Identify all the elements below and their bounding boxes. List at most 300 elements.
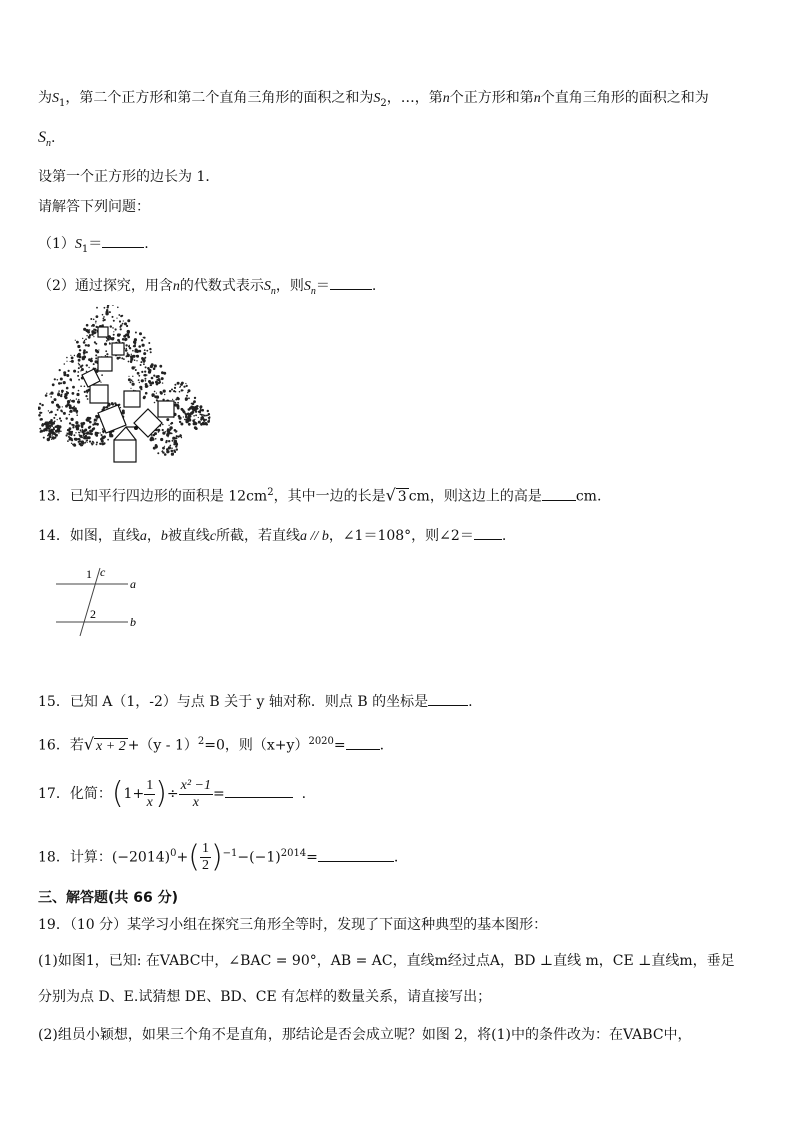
- foliage-dot: [157, 429, 160, 432]
- foliage-dot: [98, 349, 99, 350]
- foliage-dot: [104, 307, 106, 309]
- foliage-dot: [51, 435, 52, 436]
- foliage-dot: [80, 429, 82, 431]
- foliage-dot: [40, 418, 42, 420]
- foliage-dot: [138, 345, 141, 348]
- foliage-dot: [75, 432, 76, 433]
- foliage-dot: [86, 433, 88, 435]
- foliage-dot: [43, 437, 45, 439]
- foliage-dot: [188, 397, 190, 399]
- foliage-dot: [84, 340, 85, 341]
- foliage-dot: [85, 395, 87, 397]
- foliage-dot: [38, 414, 41, 417]
- foliage-dot: [71, 443, 72, 444]
- foliage-dot: [49, 424, 52, 427]
- foliage-dot: [126, 325, 128, 327]
- foliage-dot: [103, 316, 105, 318]
- foliage-dot: [87, 442, 88, 443]
- foliage-dot: [166, 440, 168, 442]
- foliage-dot: [101, 443, 104, 446]
- foliage-dot: [39, 428, 41, 430]
- foliage-dot: [79, 356, 82, 359]
- foliage-dot: [135, 332, 137, 334]
- foliage-dot: [162, 447, 165, 450]
- foliage-dot: [52, 383, 55, 386]
- foliage-dot: [95, 357, 97, 359]
- foliage-dot: [138, 375, 140, 377]
- foliage-dot: [57, 379, 59, 381]
- foliage-dot: [81, 442, 84, 445]
- answer-blank[interactable]: [428, 691, 468, 706]
- foliage-dot: [86, 439, 88, 441]
- foliage-dot: [192, 408, 195, 411]
- foliage-dot: [158, 382, 160, 384]
- foliage-dot: [76, 427, 79, 430]
- foliage-dot: [71, 434, 73, 436]
- foliage-dot: [92, 424, 94, 426]
- foliage-dot: [45, 394, 48, 397]
- foliage-dot: [175, 445, 177, 447]
- foliage-dot: [127, 336, 130, 339]
- foliage-dot: [61, 411, 63, 413]
- foliage-dot: [126, 348, 128, 350]
- foliage-dot: [166, 418, 169, 421]
- foliage-dot: [50, 421, 51, 422]
- foliage-dot: [180, 386, 181, 387]
- foliage-dot: [78, 438, 81, 441]
- foliage-dot: [82, 424, 84, 426]
- foliage-dot: [86, 324, 89, 327]
- foliage-dot: [171, 433, 172, 434]
- foliage-dot: [207, 410, 209, 412]
- foliage-dot: [73, 370, 76, 373]
- foliage-dot: [79, 349, 81, 351]
- foliage-dot: [140, 361, 142, 363]
- foliage-dot: [208, 420, 210, 422]
- foliage-dot: [144, 357, 146, 359]
- problem-15: 15．已知 A（1，-2）与点 B 关于 y 轴对称．则点 B 的坐标是 .: [38, 691, 473, 712]
- answer-blank[interactable]: [346, 735, 380, 750]
- foliage-dot: [75, 340, 76, 341]
- foliage-dot: [158, 378, 160, 380]
- foliage-dot: [131, 354, 132, 355]
- foliage-dot: [162, 424, 164, 426]
- foliage-dot: [105, 350, 107, 352]
- foliage-dot: [179, 421, 181, 423]
- foliage-dot: [132, 350, 134, 352]
- foliage-dot: [186, 385, 188, 387]
- foliage-dot: [77, 371, 79, 373]
- foliage-dot: [68, 370, 70, 372]
- foliage-dot: [141, 371, 143, 373]
- foliage-dot: [89, 329, 90, 330]
- foliage-dot: [171, 389, 173, 391]
- foliage-dot: [67, 403, 70, 406]
- foliage-dot: [95, 343, 97, 345]
- foliage-dot: [175, 402, 177, 404]
- foliage-dot: [64, 393, 67, 396]
- question-1: $(1)S_1=$ .: [38, 233, 149, 260]
- foliage-dot: [183, 416, 184, 417]
- foliage-dot: [139, 382, 140, 383]
- foliage-dot: [94, 329, 96, 331]
- foliage-dot: [114, 402, 116, 404]
- foliage-dot: [107, 439, 109, 441]
- foliage-dot: [196, 406, 198, 408]
- foliage-dot: [47, 438, 50, 441]
- foliage-dot: [144, 378, 146, 380]
- foliage-dot: [87, 344, 90, 347]
- foliage-dot: [176, 448, 178, 450]
- foliage-dot: [177, 407, 180, 410]
- foliage-dot: [50, 396, 52, 398]
- foliage-dot: [153, 375, 155, 377]
- foliage-dot: [53, 417, 55, 419]
- foliage-dot: [66, 417, 68, 419]
- foliage-dot: [78, 364, 80, 366]
- foliage-dot: [206, 415, 208, 417]
- foliage-dot: [113, 334, 115, 336]
- foliage-dot: [85, 344, 87, 346]
- foliage-dot: [77, 345, 80, 348]
- foliage-dot: [71, 380, 72, 381]
- foliage-dot: [110, 325, 112, 327]
- foliage-dot: [136, 350, 139, 353]
- foliage-dot: [40, 430, 43, 433]
- foliage-dot: [170, 427, 172, 429]
- foliage-dot: [187, 392, 189, 394]
- foliage-dot: [171, 422, 173, 424]
- foliage-dot: [126, 355, 128, 357]
- foliage-dot: [69, 422, 71, 424]
- foliage-dot: [203, 414, 205, 416]
- foliage-dot: [112, 316, 114, 318]
- foliage-dot: [110, 434, 113, 437]
- foliage-dot: [88, 436, 91, 439]
- intro-line-1: 为$S_1$，第二个正方形和第二个直角三角形的面积之和为$S_2$，…，第n个正方形和第n个直角三角形的面积之和为: [38, 90, 709, 109]
- foliage-dot: [172, 452, 174, 454]
- foliage-dot: [143, 361, 145, 363]
- angle-2-label: 2: [90, 607, 96, 621]
- foliage-dot: [174, 451, 176, 453]
- foliage-dot: [141, 379, 144, 382]
- foliage-dot: [128, 361, 130, 363]
- foliage-dot: [176, 404, 179, 407]
- foliage-dot: [145, 392, 148, 395]
- foliage-dot: [120, 328, 122, 330]
- foliage-dot: [198, 421, 201, 424]
- foliage-dot: [184, 419, 185, 420]
- foliage-dot: [115, 328, 117, 330]
- foliage-dot: [171, 447, 173, 449]
- foliage-dot: [86, 364, 88, 366]
- foliage-dot: [54, 434, 55, 435]
- foliage-dot: [190, 412, 193, 415]
- foliage-dot: [143, 363, 145, 365]
- foliage-dot: [78, 379, 80, 381]
- foliage-dot: [70, 355, 71, 356]
- foliage-dot: [72, 424, 74, 426]
- foliage-dot: [195, 422, 197, 424]
- foliage-dot: [109, 335, 110, 336]
- foliage-dot: [51, 401, 54, 404]
- foliage-dot: [106, 353, 108, 355]
- foliage-dot: [68, 438, 70, 440]
- foliage-dot: [162, 382, 163, 383]
- foliage-dot: [201, 409, 204, 412]
- foliage-dot: [140, 388, 142, 390]
- foliage-dot: [57, 419, 58, 420]
- foliage-dot: [153, 367, 156, 370]
- foliage-dot: [112, 403, 114, 405]
- foliage-dot: [132, 376, 133, 377]
- foliage-dot: [130, 388, 131, 389]
- square-left-3: [90, 385, 108, 403]
- foliage-dot: [72, 392, 75, 395]
- foliage-dot: [149, 382, 151, 384]
- foliage-dot: [176, 435, 178, 437]
- label-c: c: [100, 565, 106, 579]
- foliage-dot: [183, 386, 185, 388]
- foliage-dot: [122, 338, 125, 341]
- fractal-foliage: [38, 305, 211, 456]
- problem-19-part1-line1: (1)如图1，已知: 在VABC中，∠BAC = 90°，AB = AC，直线m经过点A，BD ⊥直线 m，CE ⊥直线m，垂足: [38, 953, 735, 969]
- answer-blank[interactable]: [474, 525, 502, 540]
- foliage-dot: [60, 420, 62, 422]
- foliage-dot: [145, 383, 148, 386]
- foliage-dot: [78, 359, 81, 362]
- foliage-dot: [83, 341, 86, 344]
- foliage-dot: [174, 384, 176, 386]
- foliage-dot: [82, 357, 85, 360]
- foliage-dot: [59, 417, 61, 419]
- question-2: （2）通过探究，用含n的代数式表示$S_n$，则$S_n=$ .: [38, 275, 376, 302]
- foliage-dot: [154, 391, 156, 393]
- foliage-dot: [83, 328, 86, 331]
- foliage-dot: [155, 381, 158, 384]
- foliage-dot: [143, 352, 146, 355]
- foliage-dot: [174, 387, 176, 389]
- foliage-dot: [50, 411, 53, 414]
- prompt-text: 请解答下列问题：: [38, 199, 150, 215]
- foliage-dot: [67, 440, 69, 442]
- foliage-dot: [64, 363, 66, 365]
- foliage-dot: [119, 334, 121, 336]
- foliage-dot: [121, 357, 123, 359]
- foliage-dot: [93, 363, 95, 365]
- foliage-dot: [69, 414, 71, 416]
- foliage-dot: [150, 351, 152, 353]
- foliage-dot: [90, 318, 92, 320]
- foliage-dot: [96, 351, 99, 354]
- foliage-dot: [159, 365, 162, 368]
- answer-blank[interactable]: [542, 486, 576, 501]
- s1-symbol: S: [52, 91, 59, 106]
- foliage-dot: [134, 338, 137, 341]
- foliage-dot: [127, 352, 129, 354]
- foliage-dot: [193, 400, 196, 403]
- foliage-dot: [209, 416, 211, 418]
- foliage-dot: [162, 432, 165, 435]
- answer-blank[interactable]: [318, 847, 394, 862]
- foliage-dot: [76, 398, 77, 399]
- foliage-dot: [83, 351, 86, 354]
- foliage-dot: [88, 336, 91, 339]
- foliage-dot: [113, 320, 115, 322]
- foliage-dot: [113, 331, 114, 332]
- foliage-dot: [88, 367, 89, 368]
- foliage-dot: [125, 323, 127, 325]
- foliage-dot: [186, 395, 188, 397]
- foliage-dot: [78, 432, 79, 433]
- parallel-lines-figure: [50, 562, 160, 642]
- foliage-dot: [52, 437, 54, 439]
- foliage-dot: [188, 409, 190, 411]
- foliage-dot: [85, 442, 87, 444]
- setup-text: 设第一个正方形的边长为 1．: [38, 169, 220, 185]
- foliage-dot: [163, 390, 166, 393]
- foliage-dot: [130, 381, 132, 383]
- foliage-dot: [139, 332, 142, 335]
- foliage-dot: [129, 345, 130, 346]
- foliage-dot: [193, 415, 195, 417]
- foliage-dot: [169, 445, 171, 447]
- foliage-dot: [135, 369, 137, 371]
- foliage-dot: [201, 417, 202, 418]
- foliage-dot: [131, 379, 133, 381]
- foliage-dot: [124, 339, 126, 341]
- foliage-dot: [39, 403, 41, 405]
- answer-blank[interactable]: [102, 233, 144, 248]
- foliage-dot: [103, 318, 105, 320]
- foliage-dot: [78, 390, 80, 392]
- problem-17: 17．化简：(1+ $\frac{1}{x}$ )÷ $\frac{\text{x² −1}}{x}$ = .: [38, 776, 307, 811]
- foliage-dot: [168, 440, 170, 442]
- foliage-dot: [164, 394, 165, 395]
- answer-blank[interactable]: [225, 783, 293, 798]
- foliage-dot: [92, 324, 95, 327]
- foliage-dot: [46, 429, 48, 431]
- foliage-dot: [123, 320, 124, 321]
- foliage-dot: [95, 433, 98, 436]
- foliage-dot: [180, 423, 183, 426]
- foliage-dot: [60, 378, 63, 381]
- foliage-dot: [182, 390, 184, 392]
- foliage-dot: [62, 406, 63, 407]
- foliage-dot: [123, 335, 126, 338]
- foliage-dot: [138, 379, 140, 381]
- foliage-dot: [122, 323, 124, 325]
- foliage-dot: [192, 419, 195, 422]
- foliage-dot: [132, 355, 133, 356]
- foliage-dot: [198, 417, 199, 418]
- foliage-dot: [132, 381, 133, 382]
- foliage-dot: [89, 426, 91, 428]
- foliage-dot: [95, 354, 97, 356]
- foliage-dot: [119, 320, 121, 322]
- foliage-dot: [76, 393, 79, 396]
- foliage-dot: [144, 371, 146, 373]
- foliage-dot: [111, 337, 114, 340]
- foliage-dot: [172, 440, 174, 442]
- foliage-dot: [87, 398, 89, 400]
- foliage-dot: [87, 331, 88, 332]
- foliage-dot: [80, 370, 81, 371]
- foliage-dot: [96, 420, 97, 421]
- foliage-dot: [63, 412, 66, 415]
- problem-18: 18．计算：$(-2014)^0+$( $\frac{1}{2}$ )$^{-1}-(-1)^{2014}=$ .: [38, 839, 399, 875]
- foliage-dot: [133, 345, 135, 347]
- foliage-dot: [58, 432, 59, 433]
- foliage-dot: [83, 354, 84, 355]
- foliage-dot: [161, 377, 164, 380]
- square-top-3: [98, 327, 108, 337]
- foliage-dot: [104, 343, 107, 346]
- foliage-dot: [80, 385, 82, 387]
- foliage-dot: [96, 418, 98, 420]
- foliage-dot: [109, 311, 111, 313]
- foliage-dot: [75, 426, 77, 428]
- angle-1-label: 1: [86, 567, 92, 581]
- foliage-dot: [171, 450, 174, 453]
- foliage-dot: [127, 319, 130, 322]
- answer-blank[interactable]: [330, 275, 372, 290]
- foliage-dot: [50, 392, 53, 395]
- foliage-dot: [102, 428, 104, 430]
- label-a: a: [130, 577, 136, 591]
- foliage-dot: [140, 364, 142, 366]
- foliage-dot: [99, 443, 101, 445]
- foliage-dot: [176, 397, 179, 400]
- foliage-dot: [65, 396, 68, 399]
- foliage-dot: [42, 423, 44, 425]
- foliage-dot: [66, 434, 68, 436]
- foliage-dot: [62, 390, 63, 391]
- foliage-dot: [66, 387, 69, 390]
- foliage-dot: [91, 442, 93, 444]
- problem-13: 13．已知平行四边形的面积是 $12cm^2$，其中一边的长是√ 3 cm，则这边上的高是 cm.: [38, 485, 602, 505]
- square-mid-3: [124, 391, 140, 407]
- foliage-dot: [185, 383, 186, 384]
- foliage-dot: [117, 357, 120, 360]
- foliage-dot: [95, 360, 98, 363]
- foliage-dot: [80, 444, 82, 446]
- foliage-dot: [131, 366, 134, 369]
- foliage-dot: [92, 428, 95, 431]
- foliage-dot: [90, 359, 93, 362]
- foliage-dot: [78, 367, 80, 369]
- foliage-dot: [116, 318, 117, 319]
- foliage-dot: [91, 333, 94, 336]
- foliage-dot: [86, 351, 88, 353]
- foliage-dot: [71, 357, 74, 360]
- foliage-dot: [75, 421, 78, 424]
- foliage-dot: [195, 411, 197, 413]
- foliage-dot: [156, 395, 159, 398]
- foliage-dot: [76, 439, 77, 440]
- foliage-dot: [152, 395, 154, 397]
- foliage-dot: [83, 435, 85, 437]
- foliage-dot: [185, 397, 188, 400]
- foliage-dot: [68, 430, 70, 432]
- foliage-dot: [177, 382, 180, 385]
- foliage-dot: [160, 438, 163, 441]
- foliage-dot: [160, 392, 162, 394]
- foliage-dot: [65, 373, 67, 375]
- foliage-dot: [176, 437, 178, 439]
- foliage-dot: [105, 355, 106, 356]
- foliage-dot: [49, 393, 50, 394]
